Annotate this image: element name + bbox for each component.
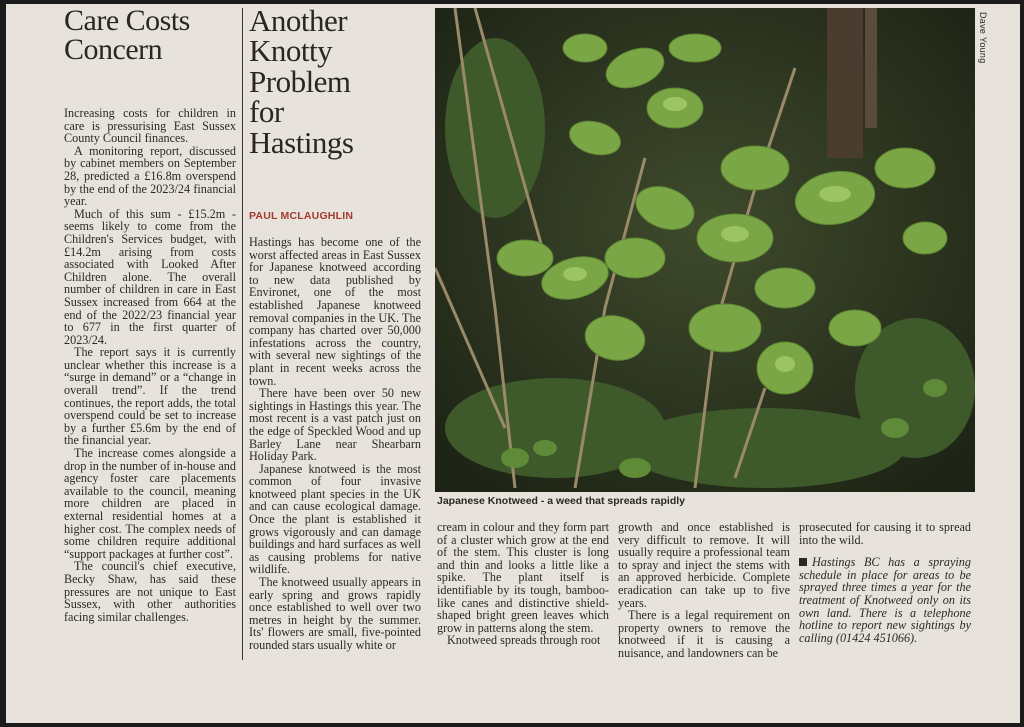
knotweed-col4 [799,521,971,644]
knotweed-headline [249,6,429,158]
care-costs-headline: Care Costs Concern [64,4,190,67]
square-bullet-icon [799,558,807,566]
byline: PAUL MCLAUGHLIN [249,210,354,222]
paragraph: There have been over 50 new sightings in Hastings this year. The most recent is a vast patch just on the edge of Speckled Wood and up Barley Lane near Shearbarn Holiday Park. [249,386,421,464]
paragraph: A monitoring report, discussed by cabinet members on September 28, predicted a £16.8m overspend by the end of the 2023/24 financial year. [64,143,236,209]
paragraph: growth and once established is very difficult to remove. It will usually require a professional team to spray and inject the stems with an approved herbicide. Complete eradication can take up to five years. [618,520,790,610]
newspaper-page [6,4,1020,723]
paragraph: Knotweed spreads through root [447,633,601,648]
paragraph: The increase comes alongside a drop in the number of in-house and agency foster care placements available to the council, meaning more children are placed in external residential homes at a higher cost. The complex needs of some children require additional “support packages at further cost”. [64,446,236,561]
paragraph: The council's chief executive, Becky Shaw, has said these pressures are not unique to East Sussex, with other authorities facing similar challenges. [64,559,236,624]
photo-credit: Dave Young [978,12,988,64]
paragraph: Japanese knotweed is the most common of four invasive knotweed plant species in the UK and can cause ecological damage. Once the plant is established it grows vigorously and can damage buildings and hard surfaces as well as causing problems for native wildlife. [249,461,421,577]
council-note [799,556,971,644]
knotweed-col2 [437,521,609,647]
headline-line: Problem [249,63,351,99]
paragraph: Hastings has become one of the worst affected areas in East Sussex for Japanese knotweed according to new data published by Environet, one of the most established Japanese knotweed removal companies in the UK. The company has charted over 50,000 infestations across the country, with several new sightings of the plant in recent weeks across the town. [249,235,421,388]
paragraph: prosecuted for causing it to spread into the wild. [799,520,971,547]
knotweed-col3 [618,521,790,660]
knotweed-plant-image [435,8,975,492]
paragraph: Increasing costs for children in care is pressurising East Sussex County Council finances. [64,106,236,146]
headline-line: Knotty [249,33,333,69]
paragraph: The knotweed usually appears in early spring and grows rapidly once established to well over two metres in height by the summer. Its' flowers are small, five-pointed rounded stars usually white or [249,575,421,652]
headline-line: Another [249,4,348,38]
knotweed-col1 [249,236,421,652]
photo-caption: Japanese Knotweed - a weed that spreads rapidly [437,495,685,507]
knotweed-photo [435,8,975,492]
headline-line: Hastings [249,124,354,160]
column-divider [242,8,243,660]
care-costs-body [64,107,236,623]
paragraph: Much of this sum - £15.2m - seems likely to come from the Children's Services budget, with £14.2m arising from costs associated with Looked After Children alone. The overall number of children in care in East Sussex increased from 664 at the end of the 2022/23 financial year to 677 in the first quarter of 2023/24. [64,206,236,347]
paragraph: The report says it is currently unclear whether this increase is a “surge in demand” or a “change in overall trend”. If the trend continues, the report adds, the total overspend could be set to increase by a further £5.6m by the end of the financial year. [64,345,236,448]
headline-line: for [249,94,284,130]
note-text: Hastings BC has a spraying schedule in place for areas to be sprayed three times a year for the treatment of Knotweed only on its own land. There is a telephone hotline to report new sightings by calling (01424 451066). [799,555,971,645]
paragraph: cream in colour and they form part of a cluster which grow at the end of the stem. This cluster is long and thin and looks a little like a spike. The plant itself is identifiable by its tough, bamboo-like canes and distinctive shield-shaped bright green leaves which grow in patterns along the stem. [437,520,609,635]
paragraph: There is a legal requirement on property owners to remove the knotweed if it is causing a nuisance, and landowners can be [618,608,790,660]
